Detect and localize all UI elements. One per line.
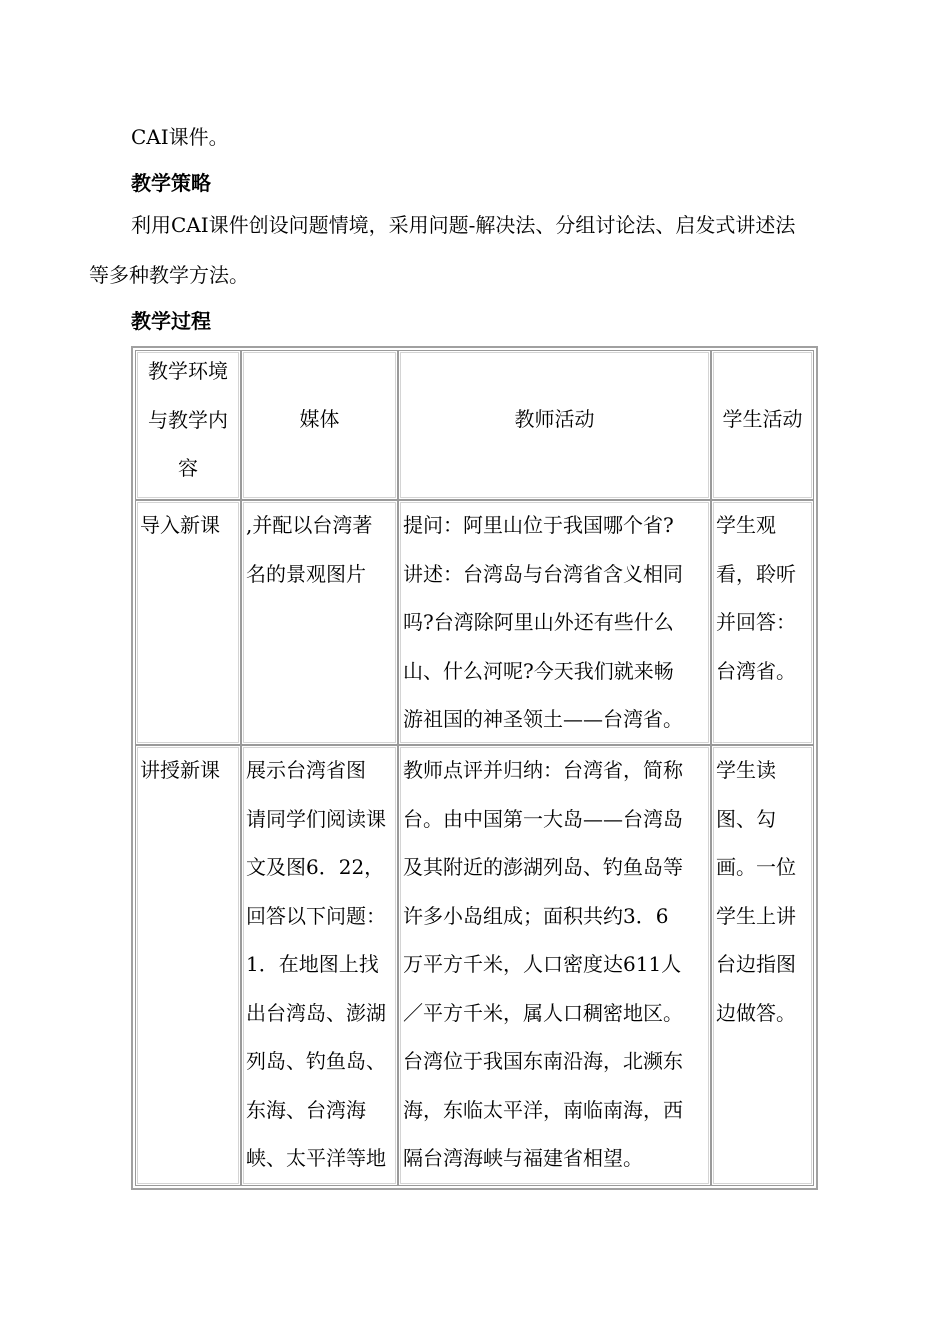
row2-media-line: 列岛、钓鱼岛、 (246, 1049, 386, 1073)
row1-teacher-line: 山、什么河呢?今天我们就来畅 (403, 658, 674, 683)
row2-student-line: 学生上讲 (716, 903, 796, 928)
row2-teacher-line: 及其附近的澎湖列岛、钓鱼岛等 (403, 855, 683, 879)
header-media-label: 媒体 (299, 407, 340, 431)
row1-student-line: 并回答： (716, 610, 796, 634)
row2-cell-environment (135, 745, 241, 1186)
row1-teacher-line: 提问：阿里山位于我国哪个省? (403, 513, 674, 537)
row2-cell-media (241, 745, 398, 1186)
section-heading-process: 教学过程 (131, 309, 211, 333)
row2-media-line: 回答以下问题： (246, 903, 386, 928)
row2-media-line: 东海、台湾海 (246, 1097, 366, 1122)
header-student-label: 学生活动 (722, 407, 803, 431)
row2-teacher-line: ／平方千米，属人口稠密地区。 (403, 1000, 683, 1025)
row2-teacher-line: 海，东临太平洋，南临南海，西 (403, 1097, 683, 1122)
row2-teacher-line: 隔台湾海峡与福建省相望。 (403, 1146, 643, 1170)
row2-student-line: 学生读 (716, 758, 776, 782)
intro-line: CAI课件。 (131, 125, 229, 149)
header-cell-environment (135, 350, 241, 500)
section-heading-strategy: 教学策略 (131, 171, 211, 195)
row1-cell-student (711, 500, 814, 745)
strategy-body-line-1: 利用CAI课件创设问题情境，采用问题-解决法、分组讨论法、启发式讲述法 (131, 213, 796, 237)
row2-media-line: 展示台湾省图 (246, 758, 366, 782)
row2-teacher-line: 教师点评并归纳：台湾省，简称 (403, 758, 683, 782)
row2-teacher-line: 许多小岛组成；面积共约3．6 (403, 903, 669, 928)
row1-media-line: ,并配以台湾著 (246, 513, 373, 537)
row1-environment-text: 导入新课 (140, 513, 220, 537)
row1-teacher-line: 讲述：台湾岛与台湾省含义相同 (403, 561, 683, 586)
row2-cell-student (711, 745, 814, 1186)
strategy-body-line-2: 等多种教学方法。 (89, 263, 249, 287)
row2-cell-teacher (398, 745, 711, 1186)
row2-media-line: 出台湾岛、澎湖 (246, 1000, 386, 1025)
header-cell-student (711, 350, 814, 500)
row2-teacher-line: 台湾位于我国东南沿海，北濒东 (403, 1049, 683, 1073)
row2-student-line: 图、勾 (716, 806, 776, 831)
row2-student-line: 台边指图 (716, 952, 796, 976)
row2-media-line: 峡、太平洋等地 (246, 1146, 386, 1170)
row2-teacher-line: 万平方千米，人口密度达611人 (403, 952, 682, 976)
row2-student-line: 边做答。 (716, 1000, 796, 1025)
row1-teacher-line: 吗?台湾除阿里山外还有些什么 (403, 610, 674, 634)
row1-cell-environment (135, 500, 241, 745)
row2-media-line: 请同学们阅读课 (246, 806, 386, 831)
row2-environment-text: 讲授新课 (140, 758, 220, 782)
header-environment-line: 教学环境 (148, 359, 228, 383)
row1-student-line: 台湾省。 (716, 658, 796, 683)
row1-teacher-line: 游祖国的神圣领土——台湾省。 (403, 707, 683, 731)
row2-teacher-line: 台。由中国第一大岛——台湾岛 (403, 806, 683, 831)
row1-cell-teacher (398, 500, 711, 745)
header-environment-line: 与教学内 (148, 407, 228, 432)
row1-student-line: 看，聆听 (716, 561, 796, 586)
row2-media-line: 1．在地图上找 (246, 952, 379, 976)
header-environment-line: 容 (178, 456, 198, 480)
header-cell-teacher (398, 350, 711, 500)
header-teacher-label: 教师活动 (514, 407, 595, 431)
row2-media-line: 文及图6．22， (246, 855, 385, 879)
row1-media-line: 名的景观图片 (246, 561, 366, 586)
header-cell-media (241, 350, 398, 500)
row1-cell-media (241, 500, 398, 745)
row1-student-line: 学生观 (716, 513, 776, 537)
row2-student-line: 画。一位 (716, 855, 796, 879)
